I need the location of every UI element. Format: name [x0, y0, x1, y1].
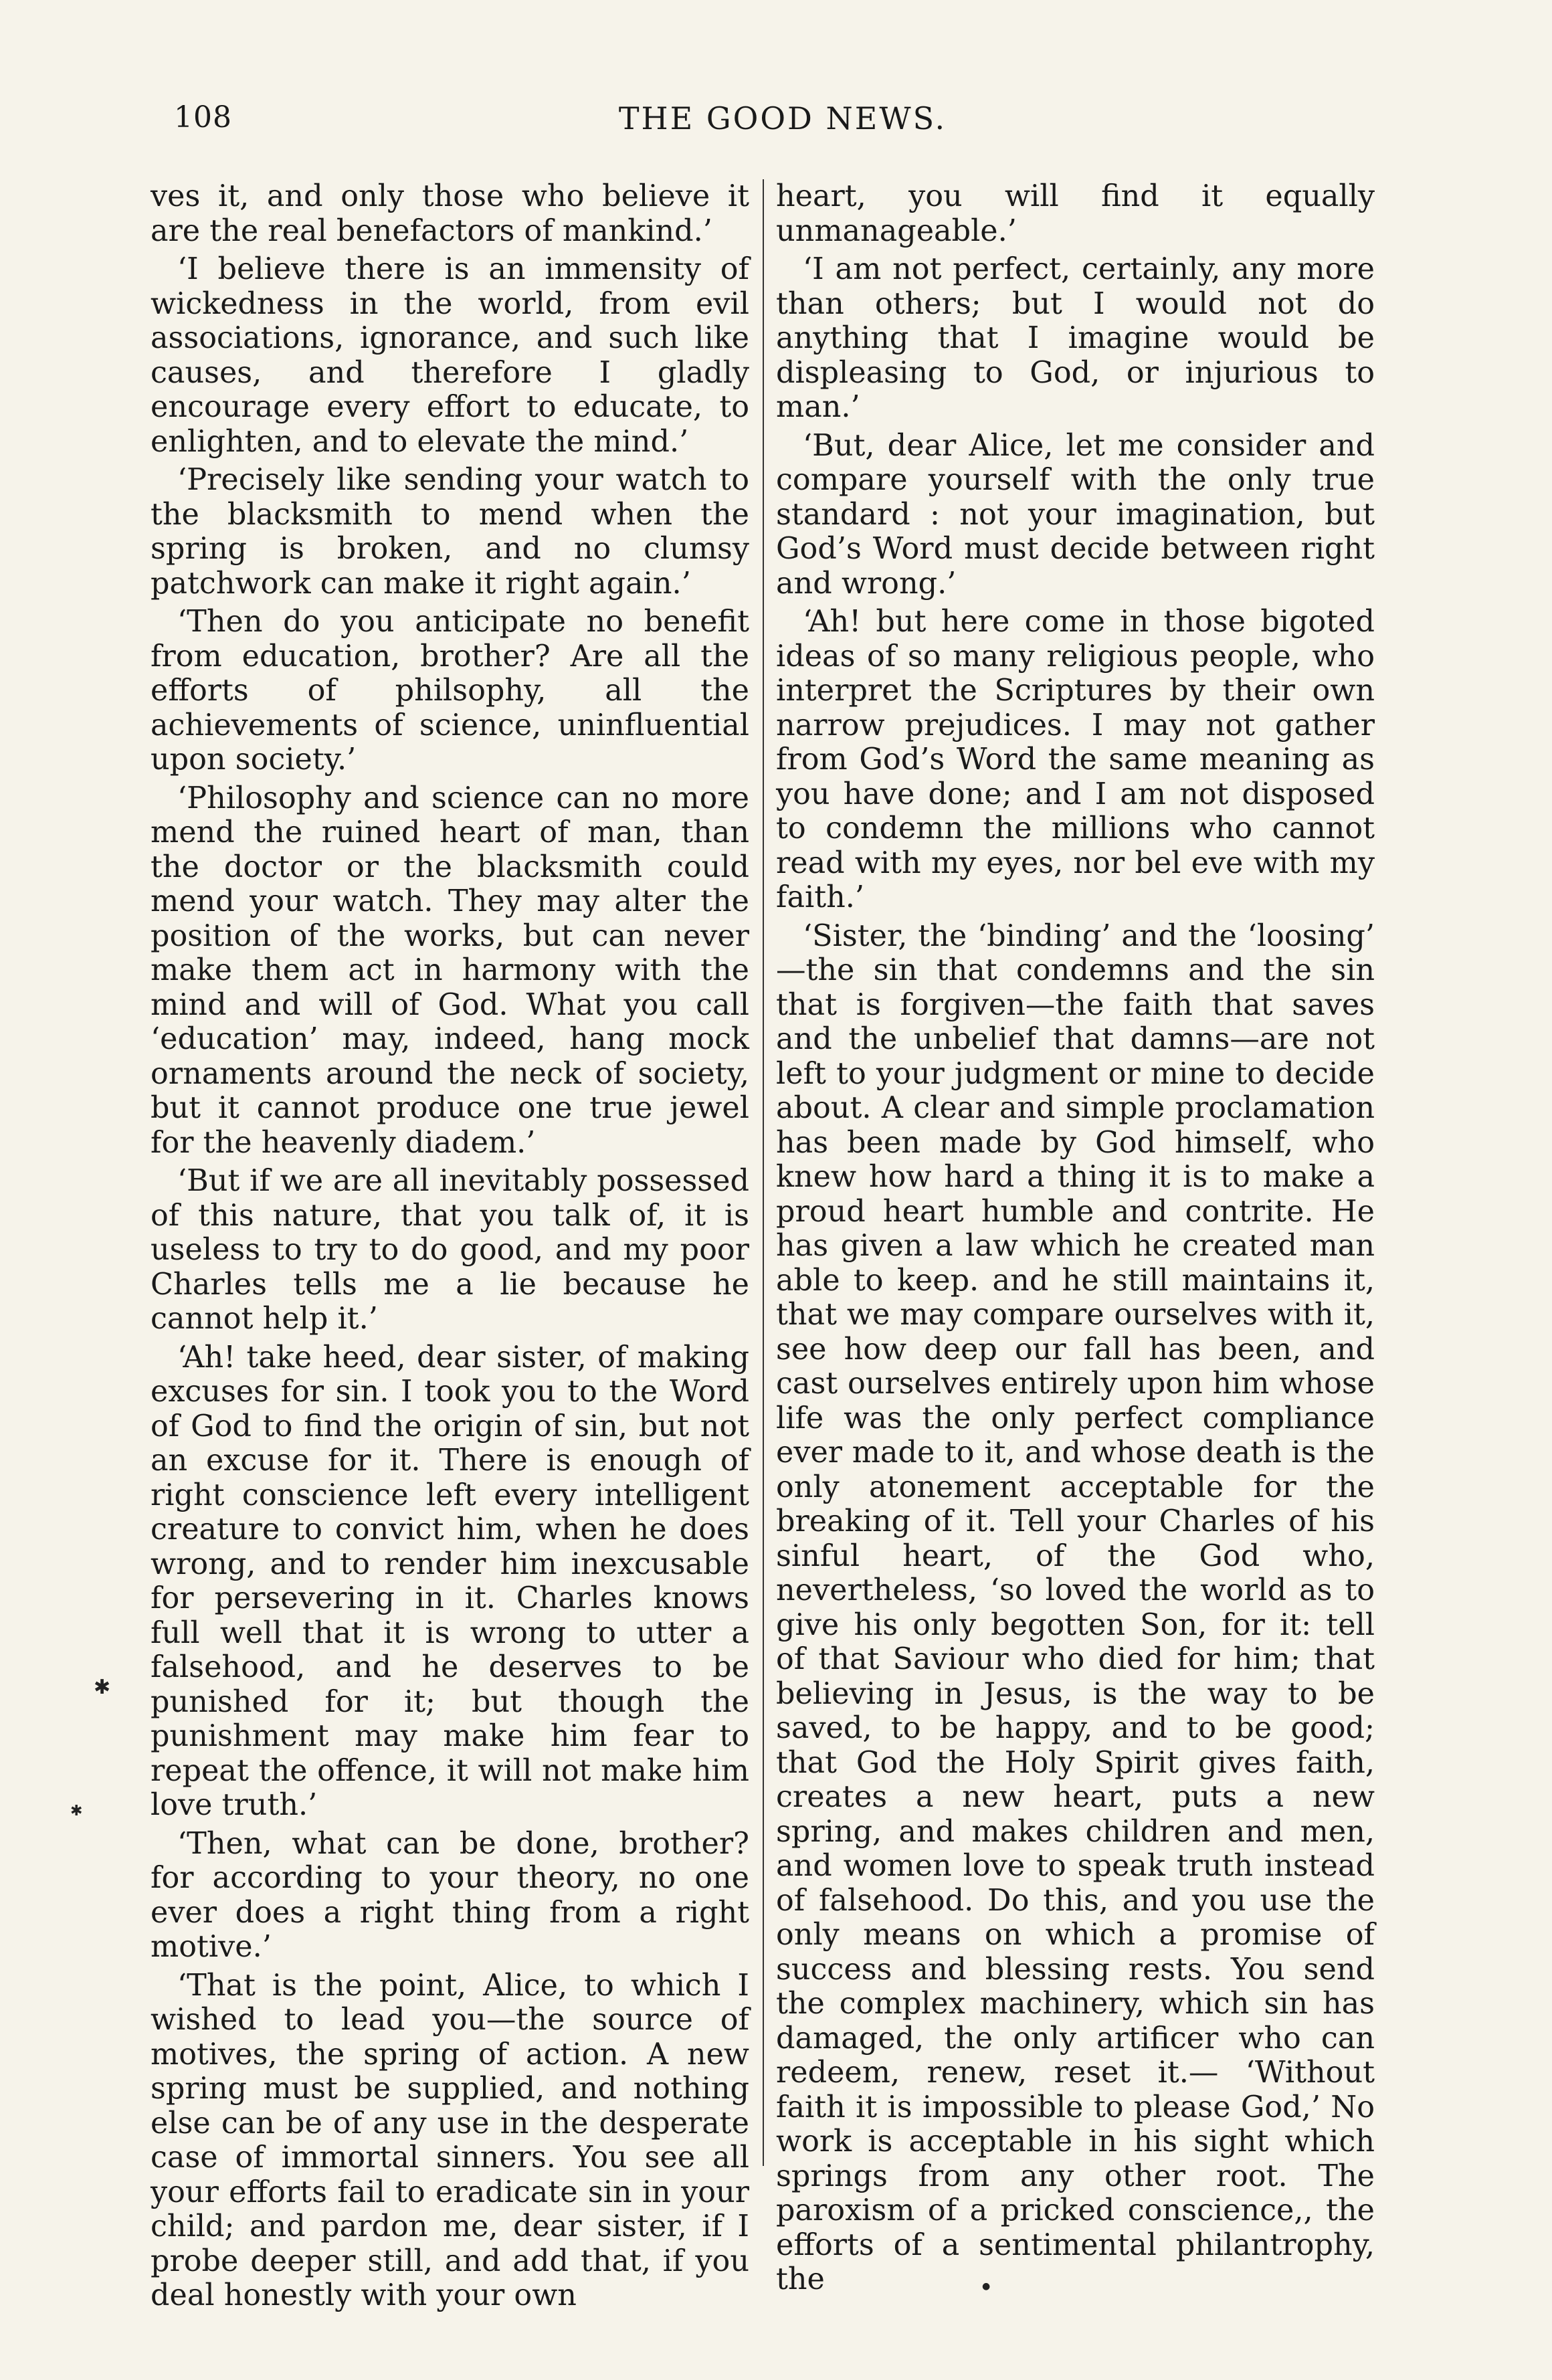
left-column [151, 179, 749, 2317]
paragraph: ‘But if we are all inevitably possessed of this nature, that you talk of, it is useless to try to do good, and my poor Charles tells me a lie because he cannot help it.’ [151, 1164, 749, 1336]
paragraph: ‘I am not perfect, certainly, any more than others; but I would not do anything that I imagine would be displeasing to God, or injurious to man.’ [776, 252, 1375, 424]
dot-mark-icon: ● [982, 2281, 991, 2292]
paragraph: ‘Ah! but here come in those bigoted ideas of so many religious people, who interpret the Scriptures by their own narrow prejudices. I may not gather from God’s Word the same meaning as you have done; and I am not disposed to condemn the millions who cannot read with my eyes, nor bel eve with my faith.’ [776, 605, 1375, 914]
page-number: 108 [174, 100, 232, 134]
paragraph: ‘Then do you anticipate no benefit from education, brother? Are all the efforts of philsophy, all the achievements of science, uninfluential upon society.’ [151, 605, 749, 777]
paragraph: ‘But, dear Alice, let me consider and compare yourself with the only true standard : not your imagination, but God’s Word must decide between right and wrong.’ [776, 428, 1375, 601]
page-title: THE GOOD NEWS. [618, 100, 947, 136]
paragraph: ‘I believe there is an immensity of wickedness in the world, from evil associations, ignorance, and such like causes, and therefore I gladly encourage every effort to educate, to enlighten, and to elevate the mind.’ [151, 252, 749, 459]
column-divider [763, 179, 764, 2166]
page-header [154, 100, 1412, 147]
paragraph: ‘Precisely like sending your watch to the blacksmith to mend when the spring is broken, and no clumsy patchwork can make it right again.’ [151, 463, 749, 601]
paragraph: heart, you will find it equally unmanageable.’ [776, 179, 1375, 248]
paragraph: ves it, and only those who believe it are the real benefactors of mankind.’ [151, 179, 749, 248]
paragraph: ‘Sister, the ‘binding’ and the ‘loosing’ —the sin that condemns and the sin that is forgiven—the faith that saves and the unbelief that damns—are not left to your judgment or mine to decide about. A clear and simple proclamation has been made by God himself, who knew how hard a thing it is to make a proud heart humble and contrite. He has given a law which he created man able to keep. and he still maintains it, that we may compare ourselves with it, see how deep our fall has been, and cast ourselves entirely upon him whose life was the only perfect compliance ever made to it, and whose death is the only atonement acceptable for the breaking of it. Tell your Charles of his sinful heart, of the God who, nevertheless, ‘so loved the world as to give his only begotten Son, for it: tell of that Saviour who died for him; that believing in Jesus, is the way to be saved, to be happy, and to be good; that God the Holy Spirit gives faith, creates a new heart, puts a new spring, and makes children and men, and women love to speak truth instead of falsehood. Do this, and you use the only means on which a promise of success and blessing rests. You send the complex machinery, which sin has damaged, the only artificer who can redeem, renew, reset it.— ‘Without faith it is impossible to please God,’ No work is acceptable in his sight which springs from any other root. The paroxism of a pricked conscience,, the efforts of a sentimental philantrophy, the [776, 918, 1375, 2296]
right-column [776, 179, 1375, 2301]
paragraph: ‘Philosophy and science can no more mend the ruined heart of man, than the doctor or the blacksmith could mend your watch. They may alter the position of the works, but can never make them act in harmony with the mind and will of God. What you call ‘education’ may, indeed, hang mock ornaments around the neck of society, but it cannot produce one true jewel for the heavenly diadem.’ [151, 781, 749, 1160]
asterisk-mark-icon: ✱ [94, 1676, 111, 1699]
asterisk-mark-icon: ✱ [70, 1803, 83, 1819]
paragraph: ‘Ah! take heed, dear sister, of making excuses for sin. I took you to the Word of God to find the origin of sin, but not an excuse for it. There is enough of right conscience left every intelligent creature to convict him, when he does wrong, and to render him inexcusable for persevering in it. Charles knows full well that it is wrong to utter a falsehood, and he deserves to be punished for it; but though the punishment may make him fear to repeat the offence, it will not make him love truth.’ [151, 1340, 749, 1822]
paragraph: ‘That is the point, Alice, to which I wished to lead you—the source of motives, the spring of action. A new spring must be supplied, and nothing else can be of any use in the desperate case of immortal sinners. You see all your efforts fail to eradicate sin in your child; and pardon me, dear sister, if I probe deeper still, and add that, if you deal honestly with your own [151, 1968, 749, 2312]
paragraph: ‘Then, what can be done, brother? for according to your theory, no one ever does a right thing from a right motive.’ [151, 1826, 749, 1964]
